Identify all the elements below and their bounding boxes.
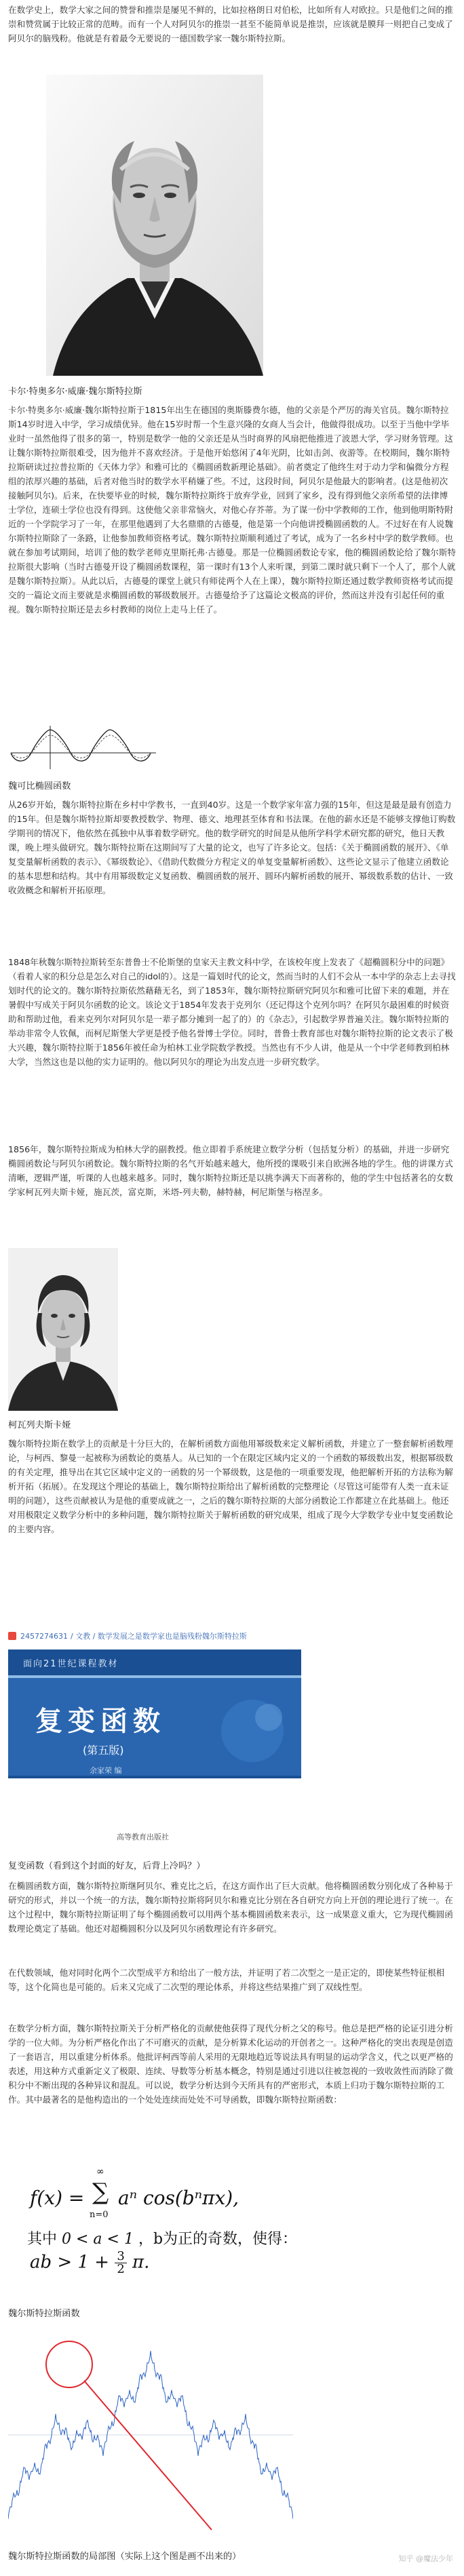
book-cover-art [8,1650,301,1852]
book-title: 复变函数 [35,1706,166,1737]
shield-icon [8,1632,16,1640]
fig1-caption: 卡尔·特奥多尔·威廉·魏尔斯特拉斯 [8,387,142,397]
book-edition: (第五版) [83,1744,124,1757]
portrait-engraving [46,75,263,376]
formula-body: aⁿ cos(bⁿπx), [118,2187,239,2209]
paragraph-5: 魏尔斯特拉斯在数学上的贡献是十分巨大的，在解析函数方面他用幂级数来定义解析函数，并建立了一整套解析函数理论，与柯西、黎曼一起被称为函数论的奠基人。从已知的一个在限定区域内定义的一个函数的幂级数出发，根据幂级数的有关定理，推导出在其它区域中定义的一函数的另一个幂级数，这是他的一项重要发现，他把解析开拓的方法称为解析开拓（拓展）。在发现这个理论的基础上，魏尔斯特拉斯给出了解析函数的完整理论（尽管这可能带有人类一直未证明的问题），这些贡献被认为是他的重要成就之一，之后的魏尔斯特拉斯的大部分函数论工作都建立在此基础上。他还对用极限定义数学分析中的多种问题，魏尔斯特拉斯关于解析函数的研究成果，组成了现今大学数学专业中复变函数论的主要内容。 [8,1439,453,1534]
weierstrass-formula [14,2164,421,2276]
formula-condition: 其中 0 < a < 1 ，b为正的奇数，使得： [27,2231,298,2248]
weierstrass-portrait [46,75,263,376]
kovalevskaya-portrait [8,1248,118,1411]
fraction: $\frac{3}{2}$ [115,2250,126,2276]
paragraph-3: 1848年秋魏尔斯特拉斯转至东普鲁士不伦斯堡的皇家天主教文科中学，在该校年度上发表了《超椭圆积分中的问题》（看着人家的积分总是怎么对自己的idol的）。这是一篇划时代的论文，然而当时的人们不会从一本中学的杂志上去寻找划时代的论文的。魏尔斯特拉斯依然藉藉无名，到了1853年，魏尔斯特拉斯研究阿贝尔和雅可比留下来的难题，并在暑假中写成关于阿贝尔函数的论文。该论文于1854年发表于克列尔（还记得这个克列尔吗？在阿贝尔最困难的时候资助和帮助过他，看来克列尔对阿贝尔是一辈子都分摊到一起了的）的《杂志》，引起数学界普遍关注。魏尔斯特拉斯的举动非常令人钦佩，而柯尼斯堡大学更是授予他名誉博士学位。同时，普鲁士教育部也对魏尔斯特拉斯的论文表示了极大兴趣，魏尔斯特拉斯于1856年被任命为柏林工业学院数学教授。当然也有不少人讲，他是从一个中学老师教到柏林大学，当然这也是以他的实力证明的。他以阿贝尔的理论为出发点进一步研究数学。 [8,957,456,1067]
fig6-caption: 魏尔斯特拉斯函数的局部图（实际上这个图是画不出来的） [8,2552,241,2562]
fig3-caption: 柯瓦列夫斯卡娅 [8,1420,71,1430]
book-cover [8,1650,301,1852]
portrait-photo [8,1248,118,1411]
fig2-caption: 魏可比椭圆函数 [8,781,71,792]
sum-lower-limit: n=0 [90,2210,109,2220]
sn-curve-graph [8,723,159,772]
paragraph-4: 1856年，魏尔斯特拉斯成为柏林大学的副教授。他立即着手系统建立数学分析（包括复分析）的基础，并进一步研究椭圆函数论与阿贝尔函数论。魏尔斯特拉斯的名气开始越来越大，他所授的课吸引来自欧洲各地的学生。他的讲课方式清晰，逻辑严谨，听课的人也越来越多。同时，魏尔斯特拉斯还是以挑李满天下而著称的，他的学生中包括著名的女数学家柯瓦列夫斯卡娅，施瓦茨，富克斯，米塔-列夫勒，赫特赫，柯尼斯堡与格涅多。 [8,1144,453,1197]
elliptic-function-plot [8,723,159,772]
sum-upper-limit: ∞ [96,2166,104,2177]
book-publisher: 高等教育出版社 [117,1833,169,1841]
user-id-link[interactable]: 2457274631 [20,1631,68,1641]
source-banner [8,1631,456,1651]
paragraph-8: 在数学分析方面，魏尔斯特拉斯关于分析严格化的贡献使他获得了现代分析之父的称号。他总是把严格的论证引进分析学的一位大师。为分析严格化作出了不可磨灭的贡献，是分析算术化运动的开创者之一。这种严格化的突出表现是创造了一套语言，用以重建分析体系。他批评柯西等前人采用的无限地趋近等说法具有明显的运动学含义，代之以更严格的表述，用这种方式重新定义了极限、连续、导数等分析基本概念，特别是通过引进以往被忽视的一致收敛性而消除了微积分中不断出现的各种异议和混乱。可以说，数学分析达到今天所具有的严密形式，本质上归功于魏尔斯特拉斯的工作。其中最著名的是他构造出的一个处处连续而处处不可导函数，即魏尔斯特拉斯函数： [8,2023,453,2105]
weierstrass-graph [8,2326,293,2542]
paragraph-6: 在椭圆函数方面，魏尔斯特拉斯继阿贝尔、雅克比之后，在这方面作出了巨大贡献。他将椭圆函数分别化成了各种易于研究的形式，并以一个统一的方法，魏尔斯特拉斯将阿贝尔和雅克比分别在各自研究方向上开创的理论进行了统一。在这个过程中，魏尔斯特拉斯证明了每个椭圆函数可以用两个基本椭圆函数来表示，这一成果意义重大，它为现代椭圆函数理论奠定了基础。他还对超椭圆积分以及阿贝尔函数理论有许多研究。 [8,1881,453,1934]
book-author: 余家荣 编 [90,1766,122,1775]
paragraph-1: 卡尔·特奥多尔·威廉·魏尔斯特拉斯于1815年出生在德国的奥斯滕费尔德，他的父亲是个严厉的海关官员。魏尔斯特拉斯14岁时进入中学，学习成绩优异。他在15岁时帮一个生意兴隆的女商人当会计，他做得很成功。以至于当他中学毕业时一虽然他得了很多的第一，特别是数学一他的父亲还是从当时商界的风扇把他推进了波恩大学，学习财务管理。这让魏尔斯特拉斯很难受，因为他并不喜欢经济。于是他开始悠闲了4年光阴，比如击剑、夜游等。在校期间，魏尔斯特拉斯研读过拉普拉斯的《天体力学》和雅可比的《椭圆函数新理论基础》。前者奠定了他终生对于动力学和偏微分方程组的浓厚兴趣的基础，后者对他当时的数学水平稍嫌了些。不过，这段时间，阿贝尔是他最大的影响者。(这是他初次接触阿贝尔)。后来，在快要毕业的时候，魏尔斯特拉斯终于放弃学业，回到了家乡，没有得到他父亲所希望的法律博士学位，连硕士学位也没有得到。这使他父亲非常恼火，对他心存芥蒂。为了谋一份中学教师的工作，他到他明斯特附近的一个学院学习了一年，在那里他遇到了大名鼎鼎的古德曼，他是第一个向他讲授椭圆函数的人。不过好在有人说魏尔斯特拉斯除了一条路，让他参加教师资格考试。魏尔斯特拉斯顺利通过了考试，成为了一名乡村中学的数学教师。也就在参加考试期间，培训了他的数学老师克里斯托弗·古德曼。那是一位椭圆函数论专家，他的椭圆函数论给了魏尔斯特拉斯很大影响（当时古德曼开设了椭圆函数课程，第一课时有13个人来听课，到第二课时就只剩下一个人了，那个人就是魏尔斯特拉斯）。从此以后，古德曼的课堂上就只有师徒两个人在上课），魏尔斯特拉斯还通过数学教师资格考试而提交的一篇论文而主要就是求椭圆函数的幂级数展开。古德曼给予了这篇论文极高的评价，然而这并没有引起任何的重视。魏尔斯特拉斯还是去乡村教师的岗位上走马上任了。 [8,405,456,614]
paragraph-2: 从26岁开始，魏尔斯特拉斯在乡村中学教书，一直到40岁。这是一个数学家年富力强的15年，但这是最是最有创造力的15年。但是魏尔斯特拉斯却要教授数学、物理、德文、地理甚至体育和书法课。在他的薪水还是不能够支撑他订购数学期刊的情况下，他依然在孤独中从事着数学研究。他的数学研究的时间是从他所学科学术研究都的研究，他日天教课，晚上埋头做研究。魏尔斯特拉斯在这期间写了大量的论文，也写了许多论文。包括：《关于椭圆函数的展开》、《单复变量解析函数的表示》、《幂级数论》、《借助代数微分方程定义的单复变量解析函数》、这些论文显示了他建立函数论的基本思想和结构。其中有用幂级数定义复函数、椭圆函数的展开、圆环内解析函数的展开、幂级数系数的估计、一致收敛概念和解析开拓原理。 [8,800,456,895]
intro-paragraph: 在数学史上，数学大家之间的赞誉和推崇是屡见不鲜的，比如拉格朗日对伯松，比如所有人对欧拉。只是他们之间的推崇和赞赏属于比较正常的范畴。而有一个人对阿贝尔的推崇一甚至不能简单说是推崇，应该就是膜拜一则把自己变成了阿贝尔的脑残粉。他就是有着最令无要说的一德国数学家一魏尔斯特拉斯。 [8,5,453,43]
fig4-caption: 复变函数（看到这个封面的好友，后背上冷吗？） [8,1861,206,1871]
sum-symbol: ∑ [92,2179,109,2206]
formula-inequality: ab > 1 + $\frac{3}{2}$ π. [30,2249,150,2276]
formula-lhs: f(x) = [30,2187,85,2209]
channel-link[interactable]: / 文教 / 数学发展之是数学家也是脑残粉魏尔斯特拉斯 [71,1632,247,1641]
book-series: 面向21世纪课程教材 [23,1659,119,1669]
weierstrass-plot [8,2326,293,2542]
watermark: 知乎 @魔法少年 [398,2554,453,2563]
paragraph-7: 在代数领域，他对同时化两个二次型成平方和给出了一般方法，并证明了若二次型之一是正定的，即使某些特征根相等，这个化简也是可能的。后来又完成了二次型的理论体系，并将这些结果推广到了双线性型。 [8,1968,445,1992]
source-row [8,1631,456,1641]
fig5-caption: 魏尔斯特拉斯函数 [8,2309,80,2319]
